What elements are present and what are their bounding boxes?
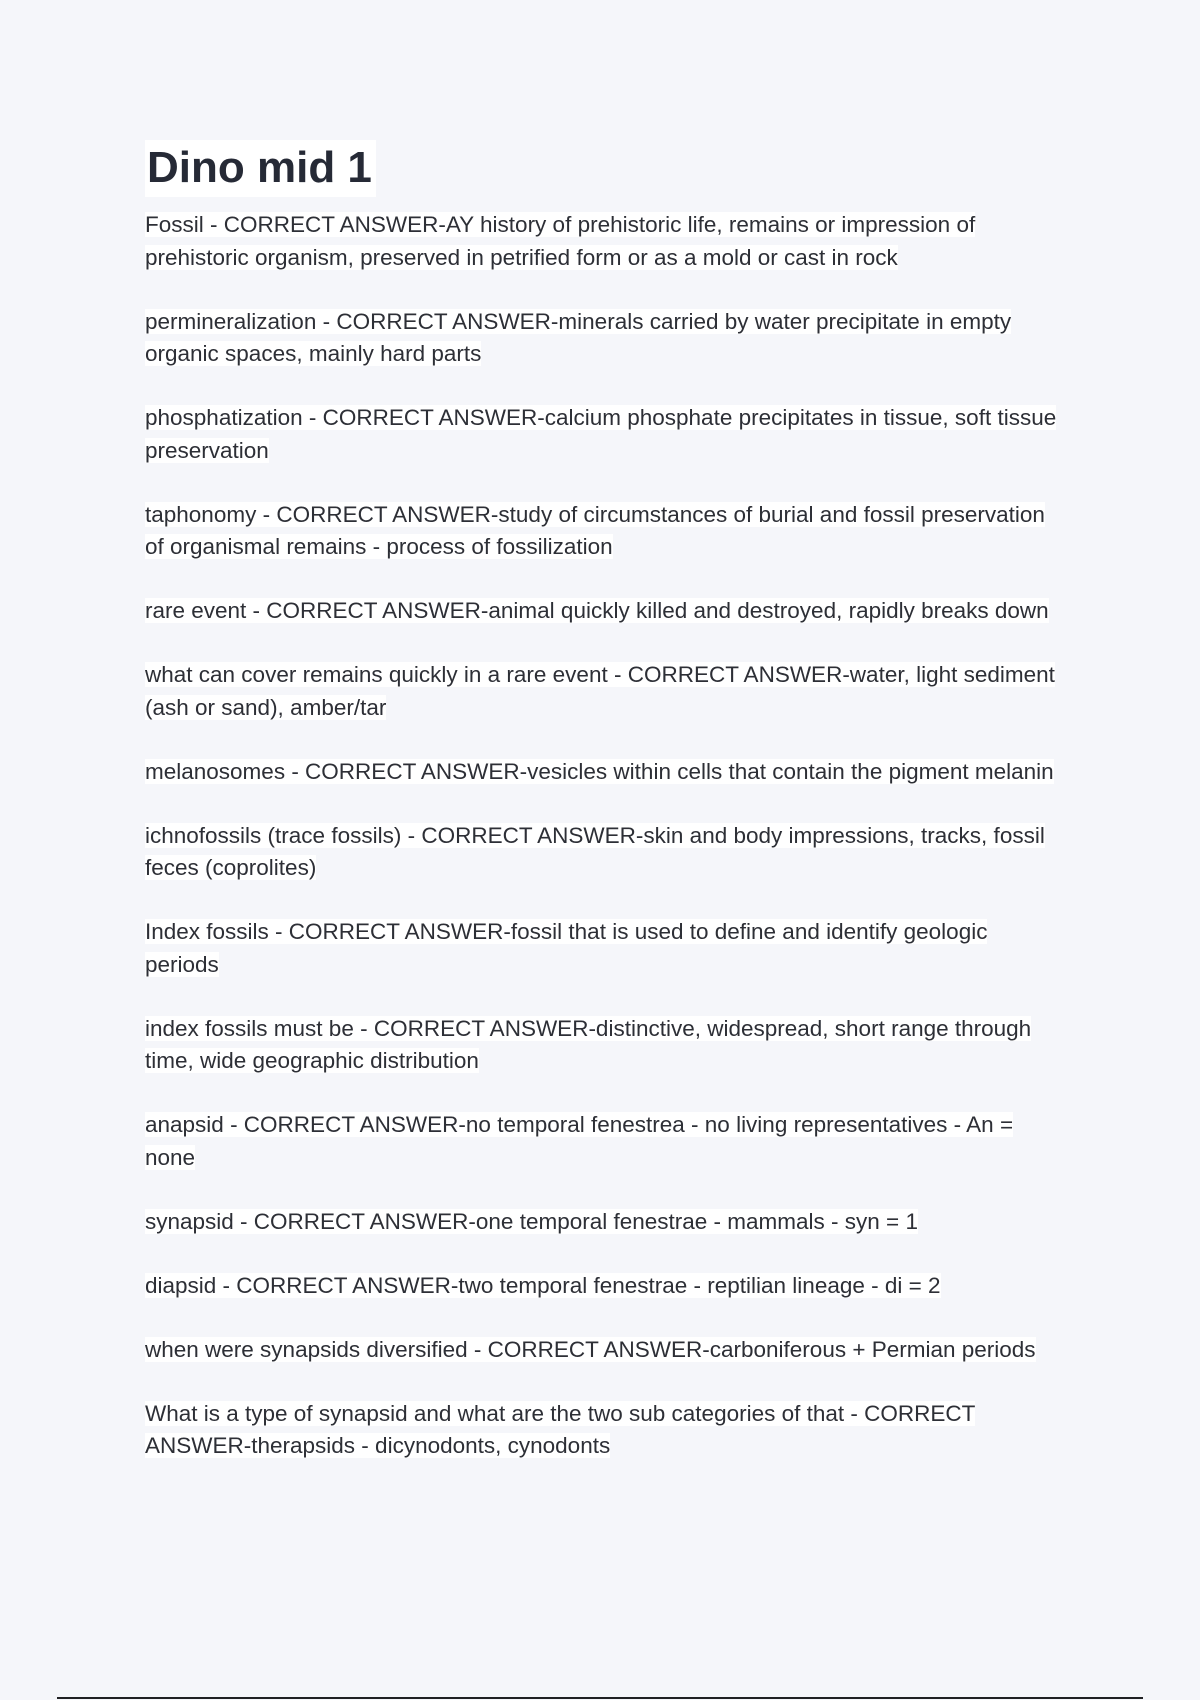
- flashcard-entry: [145, 1013, 1065, 1078]
- flashcard-text: diapsid - CORRECT ANSWER-two temporal fenestrae - reptilian lineage - di = 2: [145, 1272, 941, 1298]
- flashcard-list: [145, 209, 1065, 1494]
- flashcard-text: permineralization - CORRECT ANSWER-minerals carried by water precipitate in empty organic spaces, mainly hard parts: [145, 308, 1012, 366]
- flashcard-entry: [145, 756, 1065, 789]
- flashcard-text: anapsid - CORRECT ANSWER-no temporal fenestrea - no living representatives - An = none: [145, 1112, 1014, 1170]
- flashcard-text: phosphatization - CORRECT ANSWER-calcium phosphate precipitates in tissue, soft tissue preservation: [145, 405, 1057, 463]
- flashcard-entry: [145, 306, 1065, 371]
- flashcard-entry: [145, 659, 1065, 724]
- flashcard-text: rare event - CORRECT ANSWER-animal quickly killed and destroyed, rapidly breaks down: [145, 598, 1049, 623]
- flashcard-entry: [145, 1334, 1065, 1367]
- flashcard-entry: [145, 499, 1065, 564]
- flashcard-text: when were synapsids diversified - CORRECT ANSWER-carboniferous + Permian periods: [145, 1336, 1036, 1362]
- flashcard-text: synapsid - CORRECT ANSWER-one temporal fenestrae - mammals - syn = 1: [145, 1208, 918, 1234]
- flashcard-text: Fossil - CORRECT ANSWER-AY history of prehistoric life, remains or impression of prehistoric organism, preserved in petrified form or as a mold or cast in rock: [145, 212, 976, 270]
- flashcard-entry: [145, 1398, 1065, 1463]
- flashcard-text: taphonomy - CORRECT ANSWER-study of circumstances of burial and fossil preservation of organismal remains - process of fossilization: [145, 501, 1045, 559]
- flashcard-entry: [145, 402, 1065, 467]
- flashcard-entry: [145, 1109, 1065, 1174]
- flashcard-text: ichnofossils (trace fossils) - CORRECT ANSWER-skin and body impressions, tracks, fossil feces (coprolites): [145, 822, 1045, 880]
- flashcard-entry: [145, 1206, 1065, 1239]
- flashcard-entry: [145, 595, 1065, 628]
- flashcard-text: what can cover remains quickly in a rare event - CORRECT ANSWER-water, light sediment (ash or sand), amber/tar: [145, 662, 1055, 720]
- flashcard-entry: [145, 820, 1065, 885]
- flashcard-entry: [145, 1270, 1065, 1303]
- flashcard-entry: [145, 209, 1065, 274]
- flashcard-text: Index fossils - CORRECT ANSWER-fossil that is used to define and identify geologic periods: [145, 919, 988, 977]
- document-title: Dino mid 1: [145, 140, 376, 197]
- flashcard-entry: [145, 916, 1065, 981]
- footer-divider: [57, 1697, 1143, 1699]
- flashcard-text: melanosomes - CORRECT ANSWER-vesicles within cells that contain the pigment melanin: [145, 758, 1054, 784]
- flashcard-text: index fossils must be - CORRECT ANSWER-distinctive, widespread, short range through time, wide geographic distribution: [145, 1015, 1032, 1073]
- flashcard-text: What is a type of synapsid and what are the two sub categories of that - CORRECT ANSWER-therapsids - dicynodonts, cynodonts: [145, 1400, 976, 1458]
